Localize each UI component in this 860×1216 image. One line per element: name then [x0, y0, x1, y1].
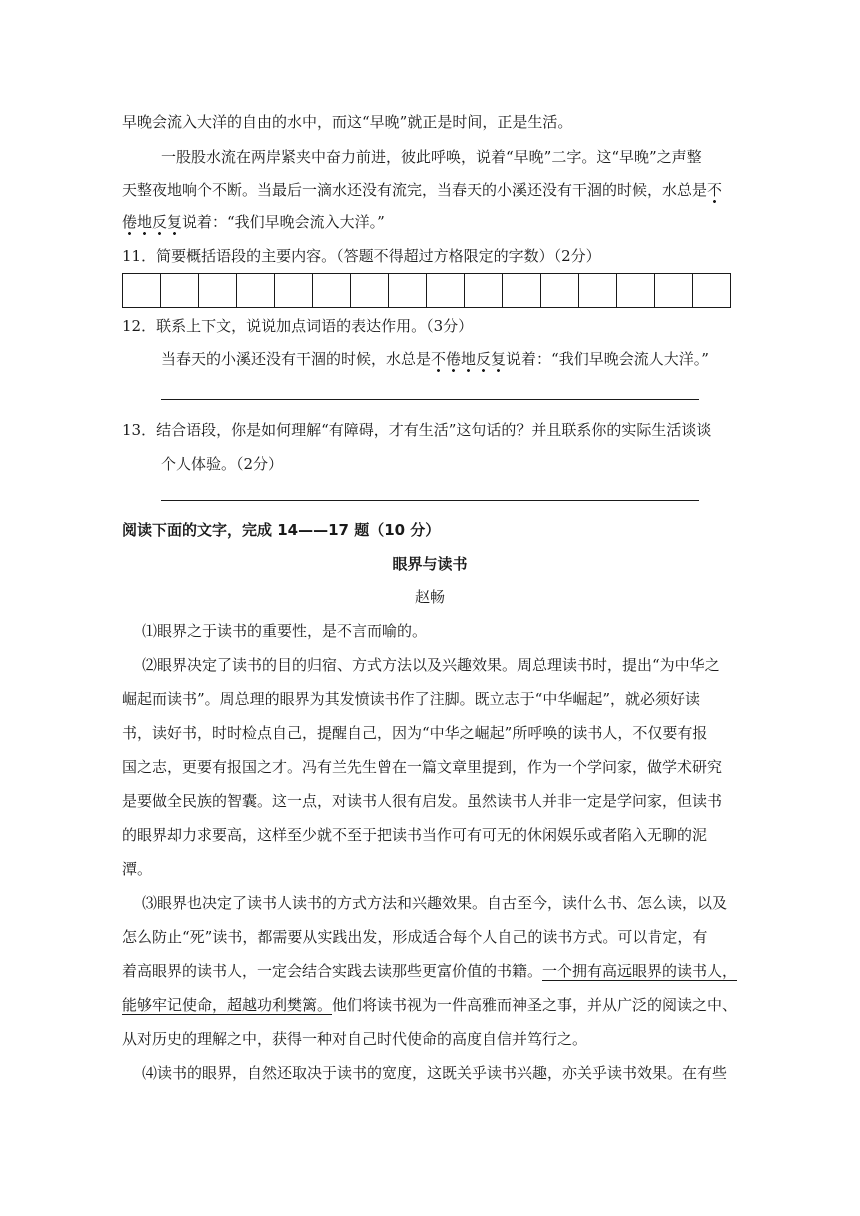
answer-box[interactable] — [275, 273, 313, 308]
paragraph-3-text: 他们将读书视为一件高雅而神圣之事，并从广泛的阅读之中、 — [332, 996, 738, 1014]
paragraph-1: ⑴眼界之于读书的重要性，是不言而喻的。 — [142, 622, 428, 640]
paragraph-3-line — [122, 995, 737, 1015]
underlined-sentence: 能够牢记使命，超越功利樊篱。 — [122, 996, 333, 1014]
answer-box[interactable] — [237, 273, 275, 308]
question-11: 11．简要概括语段的主要内容。（答题不得超过方格限定的字数）（2分） — [122, 247, 601, 265]
answer-box[interactable] — [389, 273, 427, 308]
answer-box[interactable] — [351, 273, 389, 308]
quote-text: 说着：“我们早晚会流人大洋。” — [506, 350, 709, 368]
passage-line-4-text: 说着：“我们早晚会流入大洋。” — [182, 213, 385, 231]
paragraph-3-text: 着高眼界的读书人，一定会结合实践去读那些更富价值的书籍。 — [122, 962, 543, 980]
paragraph-2-line: 的眼界却力求要高，这样至少就不至于把读书当作可有可无的休闲娱乐或者陷入无聊的泥 — [122, 826, 708, 844]
emphasis-dotted-text: 倦地反复 — [122, 213, 182, 236]
emphasis-dotted-text: 不倦地反复 — [431, 350, 506, 373]
answer-box[interactable] — [123, 273, 161, 308]
emphasis-dotted-text: 不 — [707, 181, 722, 204]
passage-line-1: 早晚会流入大洋的自由的水中，而这“早晚”就正是时间，正是生活。 — [122, 113, 573, 131]
question-13-line-2: 个人体验。（2分） — [161, 455, 284, 473]
paragraph-2-line: ⑵眼界决定了读书的目的归宿、方式方法以及兴趣效果。周总理读书时，提出“为中华之 — [142, 656, 720, 674]
article-title: 眼界与读书 — [392, 555, 468, 573]
paragraph-2-line: 国之志，更要有报国之才。冯有兰先生曾在一篇文章里提到，作为一个学问家，做学术研究 — [122, 758, 723, 776]
paragraph-3-line: 从对历史的理解之中，获得一种对自己时代使命的高度自信并笃行之。 — [122, 1030, 588, 1048]
question-12: 12．联系上下文，说说加点词语的表达作用。（3分） — [122, 317, 474, 335]
answer-box[interactable] — [427, 273, 465, 308]
answer-line[interactable] — [161, 399, 699, 400]
passage-line-4 — [122, 212, 385, 232]
answer-box[interactable] — [617, 273, 655, 308]
answer-box[interactable] — [579, 273, 617, 308]
passage-line-3-text: 天整夜地响个不断。当最后一滴水还没有流完，当春天的小溪还没有干涸的时候，水总是 — [122, 181, 708, 199]
paragraph-3-line: ⑶眼界也决定了读书人读书的方式方法和兴趣效果。自古至今，读什么书、怎么读，以及 — [142, 894, 728, 912]
answer-box[interactable] — [465, 273, 503, 308]
answer-box[interactable] — [655, 273, 693, 308]
answer-box[interactable] — [161, 273, 199, 308]
paragraph-2-line: 书，读好书，时时检点自己，提醒自己，因为“中华之崛起”所呼唤的读书人，不仅要有报 — [122, 724, 708, 742]
passage-line-2: 一股股水流在两岸紧夹中奋力前进，彼此呼唤，说着“早晚”二字。这“早晚”之声整 — [161, 148, 702, 166]
paragraph-4-line: ⑷读书的眼界，自然还取决于读书的宽度，这既关乎读书兴趣，亦关乎读书效果。在有些 — [142, 1064, 728, 1082]
quote-text: 当春天的小溪还没有干涸的时候，水总是 — [161, 350, 432, 368]
answer-grid[interactable] — [122, 273, 731, 308]
question-12-quote — [161, 349, 709, 369]
answer-box[interactable] — [199, 273, 237, 308]
answer-box[interactable] — [693, 273, 731, 308]
answer-box[interactable] — [541, 273, 579, 308]
answer-box[interactable] — [503, 273, 541, 308]
question-13-line-1: 13．结合语段，你是如何理解“有障碍，才有生活”这句话的？并且联系你的实际生活谈谈 — [122, 421, 712, 439]
paragraph-2-line: 崛起而读书”。周总理的眼界为其发愤读书作了注脚。既立志于“中华崛起”，就必须好读 — [122, 690, 701, 708]
underlined-sentence: 一个拥有高远眼界的读书人， — [542, 962, 738, 980]
paragraph-3-line — [122, 961, 737, 981]
paragraph-2-line: 潭。 — [122, 860, 153, 878]
paragraph-2-line: 是要做全民族的智囊。这一点，对读书人很有启发。虽然读书人并非一定是学问家，但读书 — [122, 792, 723, 810]
article-author: 赵畅 — [414, 588, 445, 606]
section-instruction: 阅读下面的文字，完成 14——17 题（10 分） — [122, 521, 441, 539]
passage-line-3 — [122, 180, 722, 200]
answer-line[interactable] — [161, 500, 699, 501]
answer-box[interactable] — [313, 273, 351, 308]
paragraph-3-line: 怎么防止“死”读书，都需要从实践出发，形成适合每个人自己的读书方式。可以肯定，有 — [122, 928, 708, 946]
